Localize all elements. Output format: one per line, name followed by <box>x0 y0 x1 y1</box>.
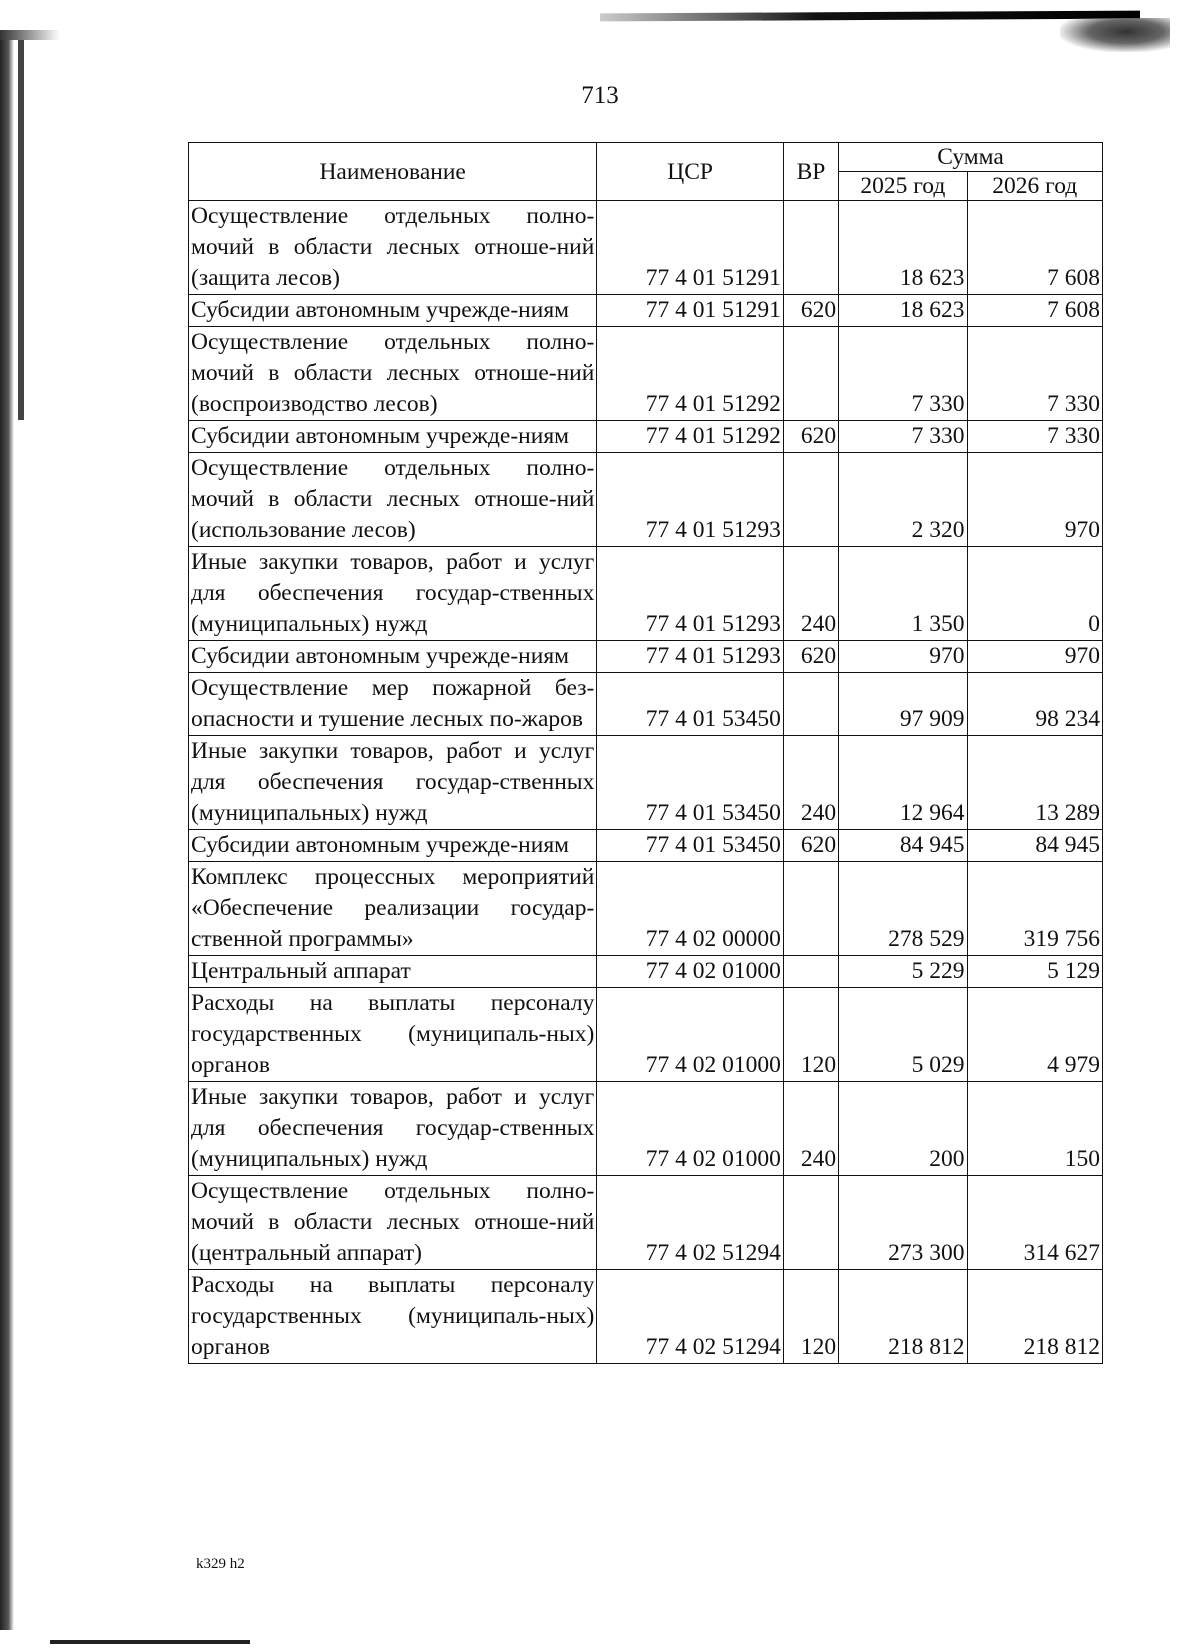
table-row <box>189 421 1103 453</box>
table-row <box>189 453 1103 547</box>
table-row <box>189 736 1103 830</box>
budget-table <box>188 142 1103 1364</box>
header-name: Наименование <box>189 143 597 201</box>
scan-top-right-smudge <box>1060 18 1170 52</box>
row-csr-cell: 77 4 02 01000 <box>597 988 784 1082</box>
row-2026-cell: 218 812 <box>967 1270 1103 1364</box>
row-2025-cell: 97 909 <box>839 673 967 736</box>
row-vr-cell <box>783 673 838 736</box>
row-name-cell: Осуществление отдельных полно-мочий в области лесных отноше-ний (воспроизводство лесов) <box>189 327 597 421</box>
row-csr-cell: 77 4 01 51293 <box>597 547 784 641</box>
row-name-cell: Комплекс процессных мероприятий «Обеспечение реализации государ-ственной программы» <box>189 862 597 956</box>
row-name-cell: Иные закупки товаров, работ и услуг для обеспечения государ-ственных (муниципальных) нужд <box>189 736 597 830</box>
table-row <box>189 1082 1103 1176</box>
row-name-cell: Иные закупки товаров, работ и услуг для обеспечения государ-ственных (муниципальных) нужд <box>189 1082 597 1176</box>
header-csr: ЦСР <box>597 143 784 201</box>
row-csr-cell: 77 4 02 01000 <box>597 1082 784 1176</box>
table-row <box>189 673 1103 736</box>
header-vr: ВР <box>783 143 838 201</box>
row-csr-cell: 77 4 01 53450 <box>597 830 784 862</box>
row-name-cell: Субсидии автономным учрежде-ниям <box>189 295 597 327</box>
row-2026-cell: 5 129 <box>967 956 1103 988</box>
row-2026-cell: 0 <box>967 547 1103 641</box>
table-row <box>189 956 1103 988</box>
row-2026-cell: 314 627 <box>967 1176 1103 1270</box>
row-vr-cell: 620 <box>783 421 838 453</box>
row-2025-cell: 970 <box>839 641 967 673</box>
row-2025-cell: 218 812 <box>839 1270 967 1364</box>
table-row <box>189 641 1103 673</box>
row-name-cell: Центральный аппарат <box>189 956 597 988</box>
row-vr-cell <box>783 327 838 421</box>
row-2026-cell: 84 945 <box>967 830 1103 862</box>
row-name-cell: Расходы на выплаты персоналу государственных (муниципаль-ных) органов <box>189 1270 597 1364</box>
row-2025-cell: 12 964 <box>839 736 967 830</box>
row-2025-cell: 278 529 <box>839 862 967 956</box>
table-header <box>189 143 1103 201</box>
row-name-cell: Иные закупки товаров, работ и услуг для обеспечения государ-ственных (муниципальных) нужд <box>189 547 597 641</box>
row-name-cell: Субсидии автономным учрежде-ниям <box>189 421 597 453</box>
row-csr-cell: 77 4 02 01000 <box>597 956 784 988</box>
row-2026-cell: 319 756 <box>967 862 1103 956</box>
scan-top-left-mark <box>0 30 60 40</box>
row-vr-cell: 240 <box>783 547 838 641</box>
table-row <box>189 327 1103 421</box>
row-name-cell: Расходы на выплаты персоналу государственных (муниципаль-ных) органов <box>189 988 597 1082</box>
row-csr-cell: 77 4 01 51291 <box>597 201 784 295</box>
row-csr-cell: 77 4 01 51291 <box>597 295 784 327</box>
row-name-cell: Субсидии автономным учрежде-ниям <box>189 830 597 862</box>
row-2026-cell: 13 289 <box>967 736 1103 830</box>
row-vr-cell: 120 <box>783 1270 838 1364</box>
row-csr-cell: 77 4 01 51292 <box>597 421 784 453</box>
row-vr-cell: 120 <box>783 988 838 1082</box>
row-name-cell: Осуществление мер пожарной без-опасности и тушение лесных по-жаров <box>189 673 597 736</box>
table-row <box>189 1176 1103 1270</box>
table-row <box>189 295 1103 327</box>
row-vr-cell <box>783 453 838 547</box>
row-csr-cell: 77 4 01 53450 <box>597 673 784 736</box>
row-2026-cell: 970 <box>967 641 1103 673</box>
row-vr-cell <box>783 1176 838 1270</box>
footer-code: k329 h2 <box>196 1556 245 1572</box>
row-name-cell: Осуществление отдельных полно-мочий в области лесных отноше-ний (защита лесов) <box>189 201 597 295</box>
row-2026-cell: 7 330 <box>967 421 1103 453</box>
table-body <box>189 201 1103 1364</box>
row-2025-cell: 5 229 <box>839 956 967 988</box>
scan-left-edge <box>0 40 14 1630</box>
row-vr-cell <box>783 956 838 988</box>
row-2025-cell: 200 <box>839 1082 967 1176</box>
row-csr-cell: 77 4 01 51293 <box>597 453 784 547</box>
page-number: 713 <box>581 82 619 109</box>
row-csr-cell: 77 4 02 00000 <box>597 862 784 956</box>
row-2025-cell: 1 350 <box>839 547 967 641</box>
row-2025-cell: 18 623 <box>839 201 967 295</box>
table-row <box>189 201 1103 295</box>
table-row <box>189 862 1103 956</box>
row-2025-cell: 273 300 <box>839 1176 967 1270</box>
row-2025-cell: 84 945 <box>839 830 967 862</box>
scan-top-line <box>600 11 1140 22</box>
row-2025-cell: 18 623 <box>839 295 967 327</box>
row-2025-cell: 7 330 <box>839 421 967 453</box>
row-vr-cell <box>783 862 838 956</box>
header-year-2026: 2026 год <box>967 172 1103 201</box>
row-2026-cell: 4 979 <box>967 988 1103 1082</box>
row-vr-cell: 240 <box>783 736 838 830</box>
table-row <box>189 547 1103 641</box>
row-vr-cell: 620 <box>783 830 838 862</box>
table-row <box>189 1270 1103 1364</box>
row-2026-cell: 98 234 <box>967 673 1103 736</box>
row-2026-cell: 7 330 <box>967 327 1103 421</box>
header-year-2025: 2025 год <box>839 172 967 201</box>
row-vr-cell: 620 <box>783 641 838 673</box>
row-csr-cell: 77 4 02 51294 <box>597 1176 784 1270</box>
row-2025-cell: 5 029 <box>839 988 967 1082</box>
row-csr-cell: 77 4 01 51292 <box>597 327 784 421</box>
table-row <box>189 988 1103 1082</box>
row-2026-cell: 7 608 <box>967 201 1103 295</box>
row-2026-cell: 7 608 <box>967 295 1103 327</box>
row-vr-cell <box>783 201 838 295</box>
row-name-cell: Осуществление отдельных полно-мочий в области лесных отноше-ний (центральный аппарат) <box>189 1176 597 1270</box>
row-name-cell: Субсидии автономным учрежде-ниям <box>189 641 597 673</box>
row-2025-cell: 7 330 <box>839 327 967 421</box>
table-row <box>189 830 1103 862</box>
row-vr-cell: 620 <box>783 295 838 327</box>
row-vr-cell: 240 <box>783 1082 838 1176</box>
scan-bottom-line <box>50 1640 250 1644</box>
row-2026-cell: 150 <box>967 1082 1103 1176</box>
row-csr-cell: 77 4 02 51294 <box>597 1270 784 1364</box>
row-2026-cell: 970 <box>967 453 1103 547</box>
header-sum: Сумма <box>839 143 1103 172</box>
row-csr-cell: 77 4 01 51293 <box>597 641 784 673</box>
row-name-cell: Осуществление отдельных полно-мочий в области лесных отноше-ний (использование лесов) <box>189 453 597 547</box>
row-csr-cell: 77 4 01 53450 <box>597 736 784 830</box>
row-2025-cell: 2 320 <box>839 453 967 547</box>
